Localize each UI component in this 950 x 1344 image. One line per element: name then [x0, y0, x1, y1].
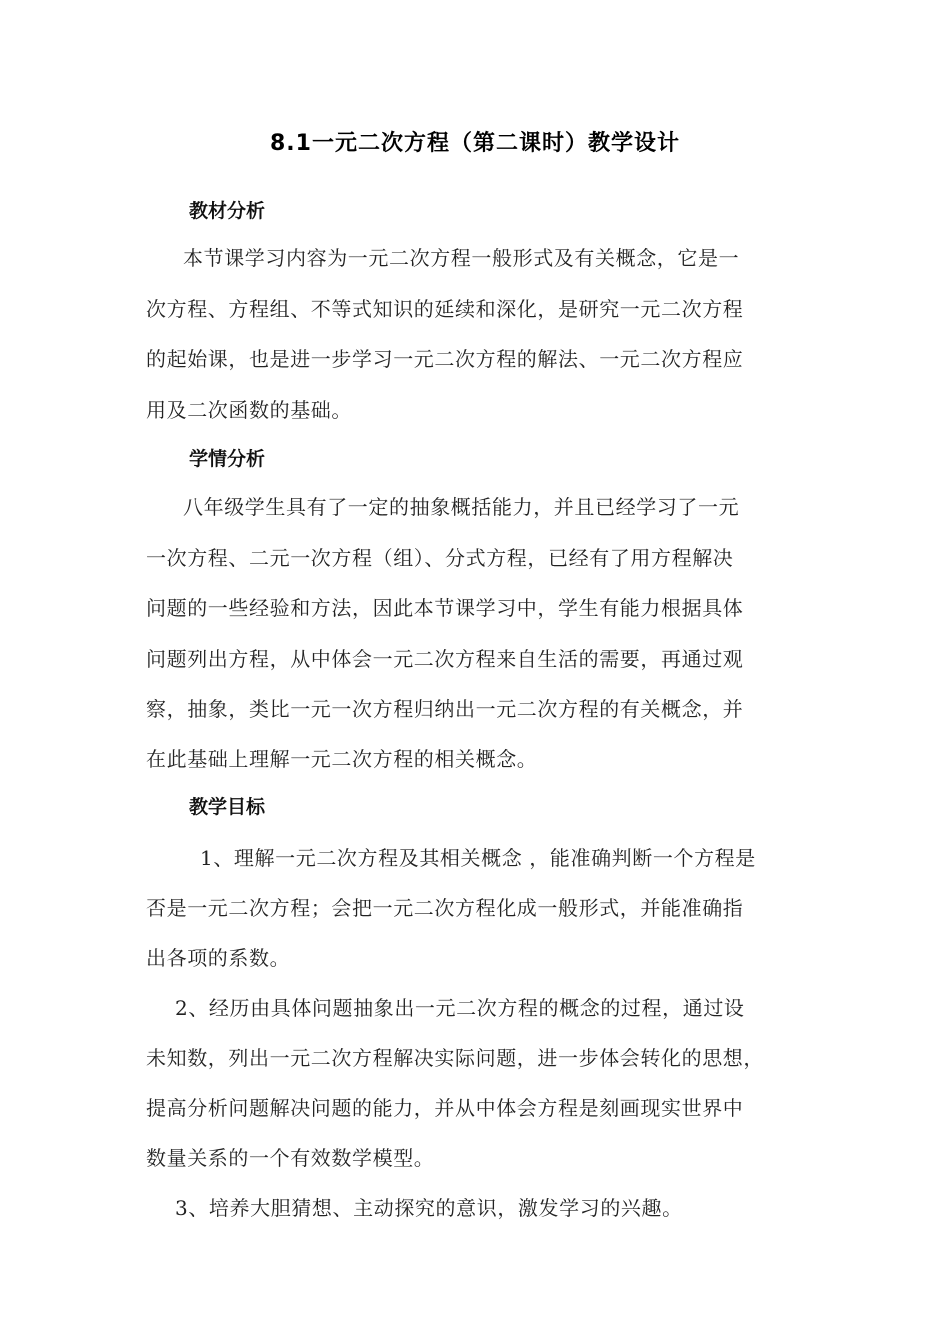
paragraph-line: 的起始课，也是进一步学习一元二次方程的解法、一元二次方程应: [146, 347, 744, 371]
paragraph-line: 八年级学生具有了一定的抽象概括能力，并且已经学习了一元: [183, 495, 740, 519]
goal-line: 3、培养大胆猜想、主动探究的意识，激发学习的兴趣。: [175, 1196, 683, 1220]
goal-line: 2、经历由具体问题抽象出一元二次方程的概念的过程，通过设: [175, 996, 745, 1020]
section-heading-student-analysis: 学情分析: [189, 448, 266, 470]
goal-line: 提高分析问题解决问题的能力，并从中体会方程是刻画现实世界中: [146, 1096, 744, 1120]
goal-line: 出各项的系数。: [146, 946, 291, 970]
goal-line: 数量关系的一个有效数学模型。: [146, 1146, 435, 1170]
paragraph-line: 一次方程、二元一次方程（组）、分式方程，已经有了用方程解决: [146, 546, 734, 570]
document-title: 8.1一元二次方程（第二课时）教学设计: [270, 131, 680, 156]
paragraph-line: 在此基础上理解一元二次方程的相关概念。: [146, 747, 538, 771]
paragraph-line: 问题的一些经验和方法，因此本节课学习中，学生有能力根据具体: [146, 596, 744, 620]
paragraph-line: 察，抽象，类比一元一次方程归纳出一元二次方程的有关概念，并: [146, 697, 744, 721]
paragraph-line: 问题列出方程，从中体会一元二次方程来自生活的需要，再通过观: [146, 647, 744, 671]
paragraph-line: 次方程、方程组、不等式知识的延续和深化，是研究一元二次方程: [146, 297, 744, 321]
section-heading-textbook-analysis: 教材分析: [189, 200, 266, 222]
paragraph-line: 本节课学习内容为一元二次方程一般形式及有关概念，它是一: [183, 246, 740, 270]
paragraph-line: 用及二次函数的基础。: [146, 398, 352, 422]
goal-line: 否是一元二次方程；会把一元二次方程化成一般形式，并能准确指: [146, 896, 744, 920]
goal-line: 未知数，列出一元二次方程解决实际问题，进一步体会转化的思想，: [146, 1046, 764, 1070]
section-heading-teaching-goals: 教学目标: [189, 796, 266, 818]
goal-line: 1、理解一元二次方程及其相关概念 ，能准确判断一个方程是: [200, 846, 756, 870]
